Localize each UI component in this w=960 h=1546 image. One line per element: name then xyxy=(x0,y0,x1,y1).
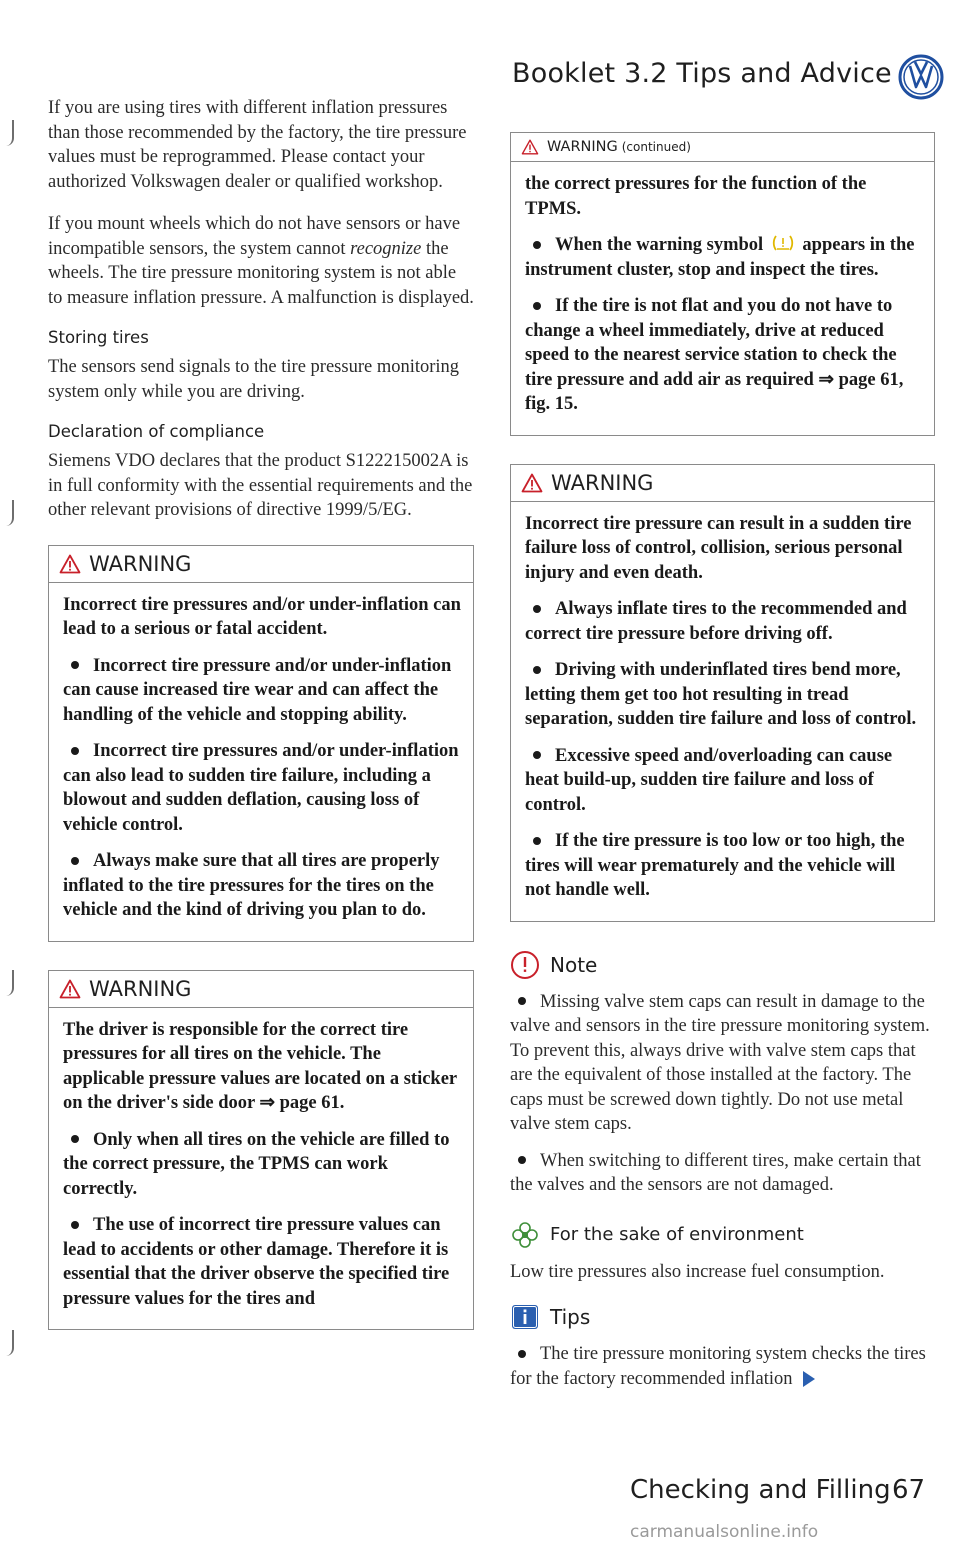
warning-triangle-icon xyxy=(59,554,81,574)
list-item: If the tire is not flat and you do not have to change a wheel immediately, drive at reduced speed to the nearest service station to check the tire pressure and add air as required ⇒ page 61, fig. 15. xyxy=(525,296,904,414)
warning-intro: Incorrect tire pressures and/or under-inflation can lead to a serious or fatal accident. xyxy=(63,594,461,639)
storing-heading: Storing tires xyxy=(48,328,149,347)
footer-section-title: Checking and Filling xyxy=(630,1475,891,1505)
list-item: Excessive speed and/overloading can cause heat build-up, sudden tire failure and loss of control. xyxy=(525,745,893,815)
page-title: Booklet 3.2 Tips and Advice xyxy=(512,58,892,89)
list-item: Missing valve stem caps can result in damage to the valve and sensors in the tire pressure monitoring system. To prevent this, always drive with valve stem caps that are the equivalent of those installed at the factory. The caps must be screwed down tightly. Do not use metal valve stem caps. xyxy=(510,991,930,1134)
environment-header xyxy=(510,1220,935,1250)
warning-box xyxy=(48,970,474,1331)
margin-mark xyxy=(2,120,14,146)
list-item: If the tire pressure is too low or too high, the tires will wear prematurely and the vehicle will not handle well. xyxy=(525,831,905,900)
tips-section xyxy=(510,1302,935,1391)
list-item: Always make sure that all tires are properly inflated to the tire pressures for the tires on the vehicle and the kind of driving you plan to do. xyxy=(63,851,440,920)
list-item: When the warning symbol appears in the instrument cluster, stop and inspect the tires. xyxy=(525,235,915,280)
paragraph: The sensors send signals to the tire pressure monitoring system only while you are driving. xyxy=(48,357,460,402)
tips-header xyxy=(510,1302,935,1332)
flower-icon xyxy=(510,1220,540,1250)
list-item: Driving with underinflated tires bend more, letting them get too hot resulting in tread separation, sudden tire failure and loss of control. xyxy=(525,660,917,729)
warning-triangle-icon xyxy=(521,139,539,155)
paragraph: If you mount wheels which do not have sensors or have incompatible sensors, the system cannot recognize the wheels. The tire pressure monitoring system is not able to measure inflation pressure. A malfunction is displayed. xyxy=(48,214,474,308)
watermark: carmanualsonline.info xyxy=(630,1522,819,1542)
warning-header xyxy=(511,133,934,162)
note-header xyxy=(510,950,935,980)
list-item: Incorrect tire pressure and/or under-inflation can cause increased tire wear and can affect the handling of the vehicle and stopping ability. xyxy=(63,655,452,725)
warning-header xyxy=(511,465,934,502)
declaration-heading: Declaration of compliance xyxy=(48,422,265,441)
right-column xyxy=(510,132,935,1403)
warning-box xyxy=(510,464,935,922)
left-column xyxy=(48,96,474,1358)
environment-label: For the sake of environment xyxy=(550,1224,804,1245)
paragraph: Siemens VDO declares that the product S122215002A is in full conformity with the essential requirements and the other relevant provisions of directive 1999/5/EG. xyxy=(48,451,473,520)
page-number: 67 xyxy=(892,1475,926,1505)
note-label: Note xyxy=(550,952,598,977)
list-item: The use of incorrect tire pressure values can lead to accidents or other damage. Therefore it is essential that the driver observe the specified tire pressure values for the tires and xyxy=(63,1215,450,1309)
warning-triangle-icon xyxy=(59,979,81,999)
page-footer xyxy=(630,1475,940,1505)
warning-header xyxy=(49,971,473,1008)
warning-intro: the correct pressures for the function of the TPMS. xyxy=(525,174,867,219)
environment-text: Low tire pressures also increase fuel consumption. xyxy=(510,1261,885,1282)
list-item: When switching to different tires, make certain that the valves and the sensors are not damaged. xyxy=(510,1150,921,1195)
info-icon xyxy=(510,1302,540,1332)
continue-arrow-icon xyxy=(803,1371,815,1387)
list-item: Always inflate tires to the recommended and correct tire pressure before driving off. xyxy=(525,599,907,644)
warning-header xyxy=(49,546,473,583)
warning-label: WARNING xyxy=(89,976,192,1001)
tire-pressure-warning-icon xyxy=(772,233,794,253)
warning-label: WARNING xyxy=(547,139,618,155)
warning-box-continued xyxy=(510,132,935,436)
warning-intro: Incorrect tire pressure can result in a sudden tire failure loss of control, collision, serious personal injury and even death. xyxy=(525,513,912,583)
note-icon xyxy=(510,950,540,980)
warning-triangle-icon xyxy=(521,473,543,493)
margin-mark xyxy=(2,1330,14,1356)
page-header xyxy=(510,54,950,100)
paragraph: If you are using tires with different inflation pressures than those recommended by the factory, the tire pressure values must be reprogrammed. Please contact your authorized Volkswagen dealer or qualified workshop. xyxy=(48,98,467,192)
list-item: The tire pressure monitoring system checks the tires for the factory recommended inflation xyxy=(510,1344,926,1389)
warning-continued-label: (continued) xyxy=(621,140,691,154)
warning-intro: The driver is responsible for the correct tire pressures for all tires on the vehicle. The applicable pressure values are located on a sticker on the driver's side door ⇒ page 61. xyxy=(63,1019,457,1113)
warning-box xyxy=(48,545,474,942)
note-section xyxy=(510,950,935,1198)
margin-mark xyxy=(2,970,14,996)
environment-section xyxy=(510,1220,935,1285)
vw-logo-icon xyxy=(898,54,944,100)
list-item: Only when all tires on the vehicle are filled to the correct pressure, the TPMS can work correctly. xyxy=(63,1129,450,1199)
margin-mark xyxy=(2,500,14,526)
warning-label: WARNING xyxy=(89,551,192,576)
tips-label: Tips xyxy=(550,1305,591,1329)
warning-label: WARNING xyxy=(551,470,654,495)
list-item: Incorrect tire pressures and/or under-inflation can also lead to sudden tire failure, including a blowout and sudden deflation, causing loss of vehicle control. xyxy=(63,741,459,835)
